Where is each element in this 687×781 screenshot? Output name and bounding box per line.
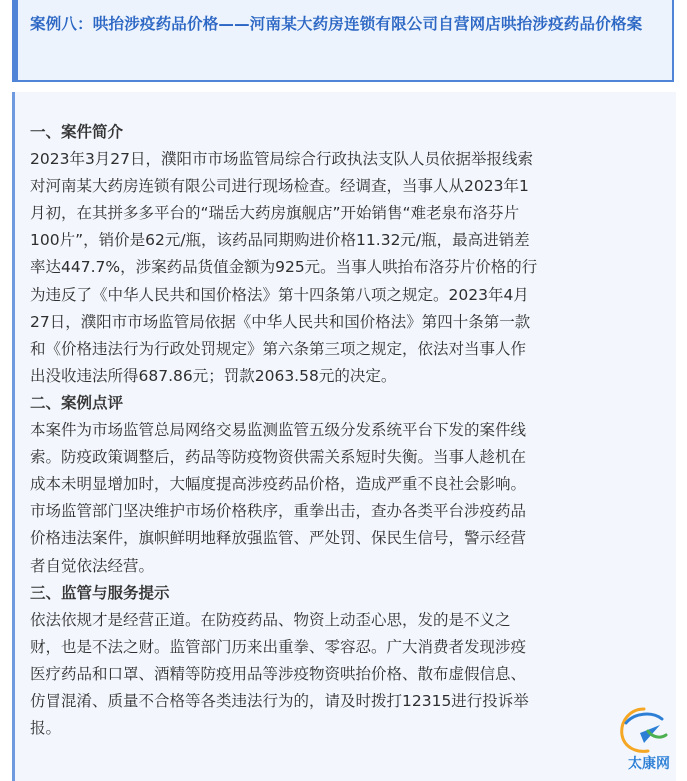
paragraph-line: 出没收违法所得687.86元；罚款2063.58元的决定。: [30, 366, 397, 385]
paragraph-line: 仿冒混淆、质量不合格等各类违法行为的，请及时拨打12315进行投诉举: [30, 691, 529, 710]
paragraph-line: 率达447.7%，涉案药品货值金额为925元。当事人哄抬布洛芬片价格的行: [30, 258, 538, 277]
section-heading-tips: 三、监管与服务提示: [30, 583, 170, 602]
paragraph-line: 为违反了《中华人民共和国价格法》第十四条第八项之规定。2023年4月: [30, 285, 529, 304]
paragraph-line: 索。防疫政策调整后，药品等防疫物资供需关系短时失衡。当事人趁机在: [30, 448, 527, 467]
paragraph-line: 医疗药品和口罩、酒精等防疫用品等涉疫物资哄抬价格、散布虚假信息、: [30, 664, 527, 683]
paragraph-line: 财，也是不法之财。监管部门历来出重拳、零容忍。广大消费者发现涉疫: [30, 637, 527, 656]
paragraph-line: 市场监管部门坚决维护市场价格秩序，重拳出击，查办各类平台涉疫药品: [30, 502, 527, 521]
paragraph-line: 100片”，销价是62元/瓶，该药品同期购进价格11.32元/瓶，最高进销差: [30, 231, 530, 250]
paragraph-line: 成本未明显增加时，大幅度提高涉疫药品价格，造成严重不良社会影响。: [30, 475, 527, 494]
section-paragraph-tips: [30, 607, 666, 742]
paragraph-line: 和《价格违法行为行政处罚规定》第六条第三项之规定，依法对当事人作: [30, 339, 527, 358]
section-paragraph-review: [30, 417, 666, 580]
paragraph-line: 报。: [30, 719, 62, 738]
watermark-text: 太康网: [628, 756, 670, 772]
section-heading-summary: 一、案件简介: [30, 123, 124, 141]
paragraph-line: 对河南某大药房连锁有限公司进行现场检查。经调查，当事人从2023年1: [30, 177, 529, 196]
paragraph-line: 2023年3月27日，濮阳市市场监管局综合行政执法支队人员依据举报线索: [30, 150, 534, 169]
case-title: 案例八：哄抬涉疫药品价格——河南某大药房连锁有限公司自营网店哄抬涉疫药品价格案: [30, 15, 643, 33]
paragraph-line: 月初，在其拼多多平台的“瑞岳大药房旗舰店”开始销售“难老泉布洛芬片: [30, 204, 520, 223]
paragraph-line: 本案件为市场监管总局网络交易监测监管五级分发系统平台下发的案件线: [30, 421, 527, 440]
section-heading-review: 二、案例点评: [30, 393, 124, 412]
case-header: [12, 0, 674, 82]
paragraph-line: 27日，濮阳市市场监管局依据《中华人民共和国价格法》第四十条第一款: [30, 312, 531, 331]
paragraph-line: 者自觉依法经营。: [30, 556, 155, 575]
taikang-watermark: [604, 703, 684, 779]
section-paragraph-summary: [30, 146, 666, 390]
case-content: [30, 119, 666, 742]
paragraph-line: 价格违法案件，旗帜鲜明地释放强监管、严处罚、保民生信号，警示经营: [30, 529, 527, 548]
section-tips: [30, 580, 666, 743]
taikang-logo-icon: [604, 703, 684, 759]
paragraph-line: 依法依规才是经营正道。在防疫药品、物资上动歪心思，发的是不义之: [30, 610, 511, 629]
section-review: [30, 390, 666, 580]
section-summary: [30, 119, 666, 390]
